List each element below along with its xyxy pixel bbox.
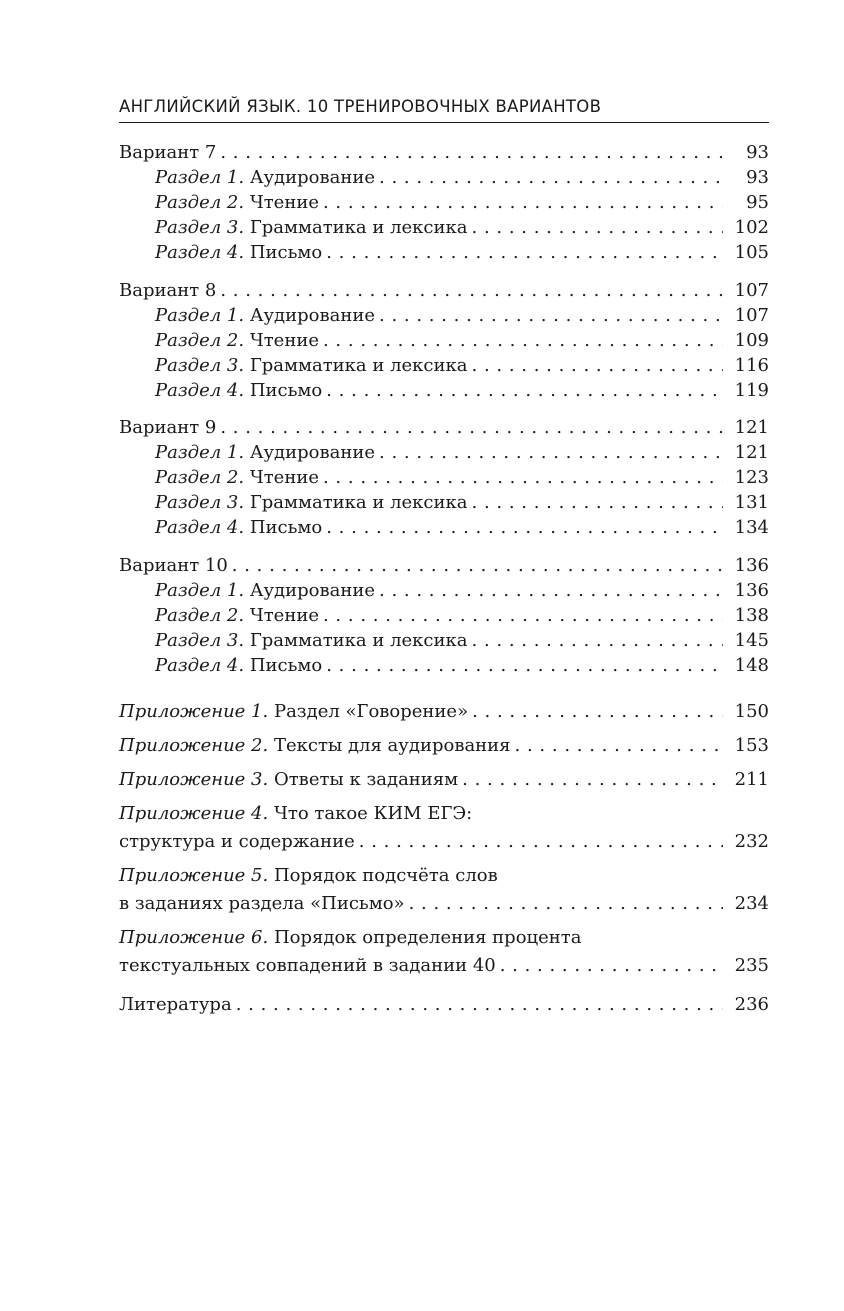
toc-subentry-title [155,303,375,328]
dot-leader [323,190,723,215]
section-name: Грамматика и лексика [249,354,468,376]
appendix-prefix: Приложение 1. [119,700,269,722]
toc-subentry-title [155,628,468,653]
dot-leader [379,303,723,328]
toc-entry[interactable] [119,415,769,440]
toc-page-number: 148 [734,654,769,676]
dot-leader [220,140,723,165]
toc-appendix-3[interactable] [119,766,769,794]
toc-subentry[interactable] [119,328,769,353]
dot-leader [220,415,723,440]
section-name: Чтение [249,467,319,488]
section-name: Письмо [249,654,323,676]
toc-appendix-4[interactable] [119,800,769,856]
toc-appendix-2[interactable] [119,732,769,760]
toc-subentry[interactable] [119,603,769,628]
toc-page-number: 105 [734,242,769,263]
toc-entry [119,732,769,760]
dot-leader [472,353,724,378]
toc-variant-9 [119,415,769,540]
toc-page-number: 153 [734,734,769,756]
toc-page-number: 119 [734,379,769,401]
section-prefix: Раздел 1. [155,442,245,463]
toc-page-number: 145 [734,629,769,651]
toc-entry [119,890,769,918]
appendix-prefix: Приложение 5. [119,864,269,886]
toc-page-number: 102 [734,217,769,238]
section-name: Чтение [249,192,319,213]
toc-entry-title: Литература [119,993,232,1015]
toc-page-number: 95 [746,192,769,213]
section-name: Грамматика и лексика [249,217,468,238]
section-prefix: Раздел 4. [155,517,245,538]
dot-leader [326,378,723,403]
section-prefix: Раздел 4. [155,242,245,263]
section-name: Чтение [249,329,319,351]
section-name: Чтение [249,604,319,626]
section-name: Аудирование [249,442,375,463]
toc-subentry-title [155,353,468,378]
toc-subentry[interactable] [119,215,769,240]
section-prefix: Раздел 1. [155,579,245,601]
toc-entry [119,766,769,794]
toc-subentry[interactable] [119,190,769,215]
toc-entry [119,828,769,856]
running-head-title: АНГЛИЙСКИЙ ЯЗЫК. 10 ТРЕНИРОВОЧНЫХ ВАРИАНТОВ [119,97,602,116]
dot-leader [515,732,723,760]
section-prefix: Раздел 4. [155,379,245,401]
dot-leader [323,328,723,353]
dot-leader [379,440,723,465]
dot-leader [220,278,723,303]
dot-leader [472,490,724,515]
appendix-name: Ответы к заданиям [273,768,459,790]
dot-leader [326,653,723,678]
toc-subentry-title [155,328,319,353]
section-name: Письмо [249,242,323,263]
toc-entry-title: Вариант 10 [119,554,228,576]
dot-leader [323,603,723,628]
toc-subentry[interactable] [119,515,769,540]
toc-entry-title [119,698,468,726]
toc-entry-title [119,732,511,760]
toc-entry [119,952,769,980]
toc-page-number: 150 [734,700,769,722]
toc-page-number: 116 [734,354,769,376]
section-prefix: Раздел 3. [155,629,245,651]
toc-appendix-6[interactable] [119,924,769,980]
toc-subentry-title [155,603,319,628]
dot-leader [323,465,723,490]
appendix-name-line2: текстуальных совпадений в задании 40 [119,954,496,976]
appendix-name-line2: структура и содержание [119,830,355,852]
dot-leader [232,553,723,578]
toc-page-number: 211 [734,768,769,790]
dot-leader [462,766,723,794]
appendix-name-line1: Порядок определения процента [273,926,582,948]
toc-page-number: 107 [734,279,769,301]
dot-leader [326,240,723,265]
toc-subentry[interactable] [119,440,769,465]
toc-subentry[interactable] [119,490,769,515]
toc-page-number: 138 [734,604,769,626]
appendix-prefix: Приложение 4. [119,802,269,824]
toc-page-number: 107 [734,304,769,326]
toc-subentry[interactable] [119,628,769,653]
dot-leader [472,215,724,240]
toc-entry-line [119,862,769,890]
dot-leader [359,828,723,856]
toc-variant-8 [119,278,769,403]
toc-page-number: 134 [734,517,769,538]
toc-subentry-title [155,190,319,215]
section-prefix: Раздел 2. [155,467,245,488]
toc-subentry-title [155,465,319,490]
toc-subentry[interactable] [119,378,769,403]
toc-page-number: 234 [734,892,769,914]
toc-subentry-title [155,653,322,678]
toc-entry[interactable] [119,553,769,578]
toc-page-number: 121 [734,442,769,463]
section-name: Письмо [249,517,323,538]
toc-entry[interactable] [119,140,769,165]
dot-leader [500,952,723,980]
section-name: Грамматика и лексика [249,492,468,513]
toc-literature[interactable] [119,992,769,1017]
section-prefix: Раздел 4. [155,654,245,676]
toc-subentry-title [155,378,322,403]
section-prefix: Раздел 2. [155,329,245,351]
section-prefix: Раздел 1. [155,304,245,326]
dot-leader [379,165,723,190]
toc-page-number: 235 [734,954,769,976]
dot-leader [409,890,723,918]
section-name: Письмо [249,379,323,401]
appendix-prefix: Приложение 2. [119,734,269,756]
toc-page-number: 232 [734,830,769,852]
appendix-prefix: Приложение 6. [119,926,269,948]
appendix-prefix: Приложение 3. [119,768,269,790]
toc-subentry-title [155,515,322,540]
toc-subentry-title [155,240,322,265]
appendix-name: Раздел «Говорение» [273,700,469,722]
section-name: Аудирование [249,167,375,188]
section-prefix: Раздел 2. [155,604,245,626]
toc-subentry[interactable] [119,353,769,378]
toc-subentry-title [155,440,375,465]
toc-subentry[interactable] [119,240,769,265]
toc-page-number: 93 [746,142,769,163]
dot-leader [379,578,723,603]
table-of-contents [119,140,769,1017]
toc-entry-line [119,800,769,828]
running-head [119,92,769,123]
toc-entry-title [119,766,458,794]
dot-leader [236,992,723,1017]
toc-subentry[interactable] [119,578,769,603]
toc-page-number: 236 [734,993,769,1015]
toc-subentry-title [155,215,468,240]
section-prefix: Раздел 3. [155,217,245,238]
toc-page-number: 131 [734,492,769,513]
dot-leader [472,628,724,653]
appendix-name-line1: Что такое КИМ ЕГЭ: [273,802,473,824]
dot-leader [326,515,723,540]
section-prefix: Раздел 2. [155,192,245,213]
appendix-name: Тексты для аудирования [273,734,511,756]
toc-entry [119,698,769,726]
toc-page-number: 121 [734,417,769,438]
toc-entry-title: Вариант 7 [119,142,217,163]
dot-leader [472,698,723,726]
section-prefix: Раздел 3. [155,354,245,376]
toc-subentry[interactable] [119,653,769,678]
toc-page-number: 93 [746,167,769,188]
toc-subentry[interactable] [119,165,769,190]
toc-entry [119,992,769,1017]
toc-entry-title: Вариант 9 [119,417,217,438]
toc-appendix-1[interactable] [119,698,769,726]
section-prefix: Раздел 3. [155,492,245,513]
toc-page-number: 123 [734,467,769,488]
toc-variant-7 [119,140,769,265]
section-name: Грамматика и лексика [249,629,468,651]
toc-subentry-title [155,490,468,515]
toc-page-number: 136 [734,554,769,576]
toc-page-number: 136 [734,579,769,601]
section-name: Аудирование [249,304,375,326]
toc-page-number: 109 [734,329,769,351]
appendix-name-line1: Порядок подсчёта слов [273,864,498,886]
section-name: Аудирование [249,579,375,601]
appendix-name-line2: в заданиях раздела «Письмо» [119,892,405,914]
toc-entry-line [119,924,769,952]
toc-subentry[interactable] [119,465,769,490]
toc-entry-title: Вариант 8 [119,279,217,301]
toc-subentry-title [155,165,375,190]
toc-subentry[interactable] [119,303,769,328]
toc-subentry-title [155,578,375,603]
toc-appendix-5[interactable] [119,862,769,918]
toc-variant-10 [119,553,769,678]
toc-entry[interactable] [119,278,769,303]
section-prefix: Раздел 1. [155,167,245,188]
